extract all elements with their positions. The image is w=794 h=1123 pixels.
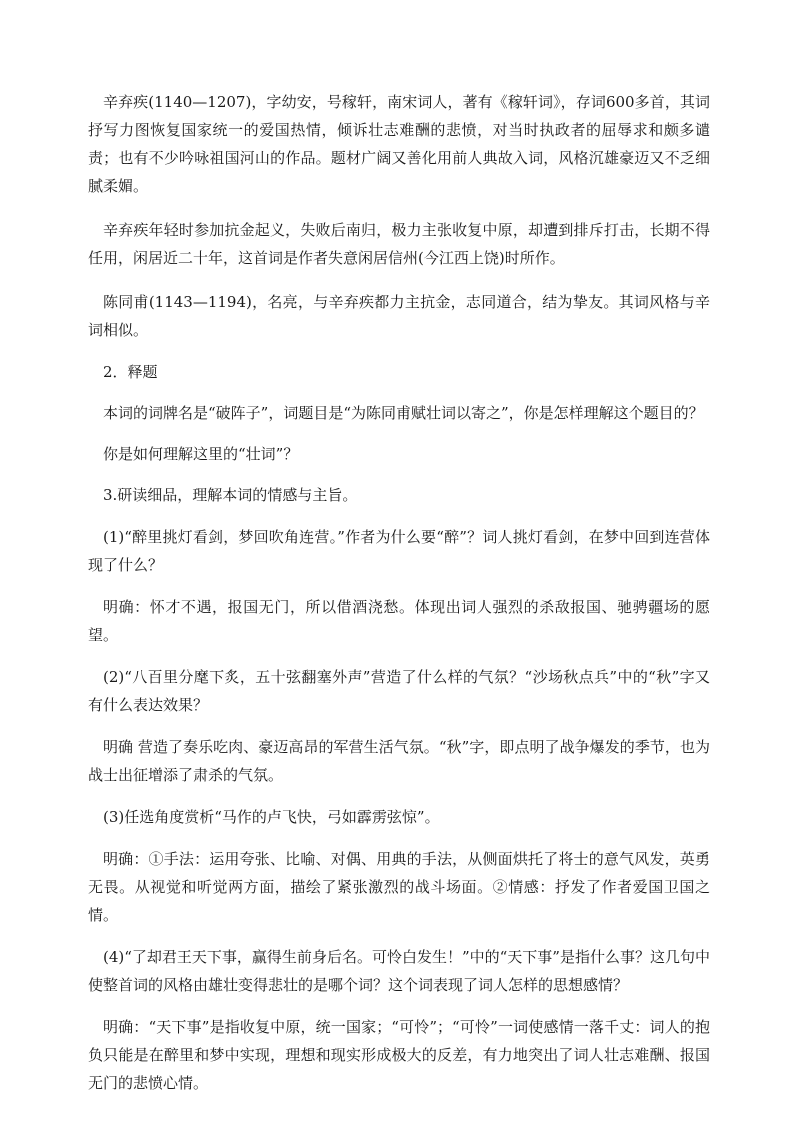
title-question: 本词的词牌名是“破阵子”，词题目是“为陈同甫赋壮词以寄之”，你是怎样理解这个题目的？ [103,404,704,422]
question-2: (2)“八百里分麾下炙，五十弦翻塞外声”营造了什么样的气氛？“沙场秋点兵”中的“秋”字又有什么表达效果？ [88,668,710,714]
document-body [88,88,710,1097]
question-4: (4)“了却君王天下事，赢得生前身后名。可怜白发生！”中的“天下事”是指什么事？这几句中使整首词的风格由雄壮变得悲壮的是哪个词？这个词表现了词人怎样的思想感情？ [88,948,710,994]
answer-3: 明确：①手法：运用夸张、比喻、对偶、用典的手法，从侧面烘托了将士的意气风发，英勇无畏。从视觉和听觉两方面，描绘了紧张激烈的战斗场面。②情感：抒发了作者爱国卫国之情。 [88,850,710,924]
background-paragraph: 辛弃疾年轻时参加抗金起义，失败后南归，极力主张收复中原，却遭到排斥打击，长期不得任用，闲居近二十年，这首词是作者失意闲居信州(今江西上饶)时所作。 [88,221,710,267]
answer-2: 明确 营造了奏乐吃肉、豪迈高昂的军营生活气氛。“秋”字，即点明了战争爆发的季节，也为战士出征增添了肃杀的气氛。 [88,738,710,784]
zhuangci-question: 你是如何理解这里的“壮词”？ [103,445,299,463]
answer-1: 明确：怀才不遇，报国无门，所以借酒浇愁。体现出词人强烈的杀敌报国、驰骋疆场的愿望。 [88,598,710,644]
section-heading-title: 2．释题 [103,363,158,381]
answer-4: 明确：“天下事”是指收复中原，统一国家；“可怜”；“可怜”一词使感情一落千丈：词人的抱负只能是在醉里和梦中实现，理想和现实形成极大的反差，有力地突出了词人壮志难酬、报国无门的悲愤心情。 [88,1018,710,1092]
author-bio-paragraph: 辛弃疾(1140—1207)，字幼安，号稼轩，南宋词人，著有《稼轩词》，存词600多首，其词抒写力图恢复国家统一的爱国热情，倾诉壮志难酬的悲愤，对当时执政者的屈辱求和颇多谴责；也有不少吟咏祖国河山的作品。题材广阔又善化用前人典故入词，风格沉雄豪迈又不乏细腻柔媚。 [88,93,710,195]
friend-bio-paragraph: 陈同甫(1143—1194)，名亮，与辛弃疾都力主抗金，志同道合，结为挚友。其词风格与辛词相似。 [88,293,710,339]
section-heading-study: 3.研读细品，理解本词的情感与主旨。 [103,486,358,504]
question-3: (3)任选角度赏析“马作的卢飞快，弓如霹雳弦惊”。 [103,808,440,826]
question-1: (1)“醉里挑灯看剑，梦回吹角连营。”作者为什么要“醉”？词人挑灯看剑，在梦中回到连营体现了什么？ [88,528,710,574]
